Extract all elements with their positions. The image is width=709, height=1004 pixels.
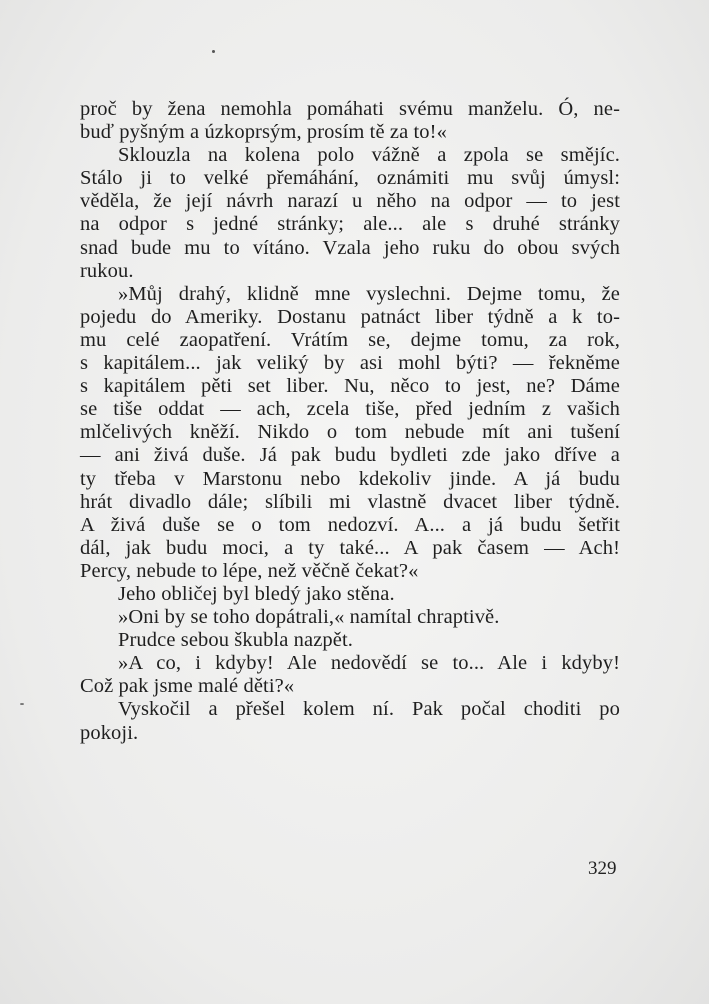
text-line: mlčelivých kněží. Nikdo o tom nebude mít ani tušení bbox=[80, 421, 620, 444]
text-line: Sklouzla na kolena polo vážně a zpola se smějíc. bbox=[118, 144, 620, 167]
text-line: se tiše oddat — ach, zcela tiše, před jedním z vašich bbox=[80, 398, 620, 421]
text-line: Prudce sebou škubla nazpět. bbox=[118, 629, 353, 652]
text-line: — ani živá duše. Já pak budu bydleti zde jako dříve a bbox=[80, 444, 620, 467]
body-text bbox=[80, 98, 620, 745]
paper-speck bbox=[20, 703, 24, 705]
text-line: Percy, nebude to lépe, než věčně čekat?« bbox=[80, 559, 419, 582]
text-line: »A co, i kdyby! Ale nedovědí se to... Ale i kdyby! bbox=[118, 652, 620, 675]
text-line: Vyskočil a přešel kolem ní. Pak počal choditi po bbox=[118, 698, 620, 721]
text-line: snad bude mu to vítáno. Vzala jeho ruku do obou svých bbox=[80, 236, 620, 259]
text-line: rukou. bbox=[80, 259, 134, 282]
text-line: pojedu do Ameriky. Dostanu patnáct liber týdně a k to- bbox=[80, 305, 620, 328]
text-line: na odpor s jedné stránky; ale... ale s druhé stránky bbox=[80, 213, 620, 236]
text-line: pokoji. bbox=[80, 721, 139, 744]
text-line: věděla, že její návrh narazí u něho na odpor — to jest bbox=[80, 190, 620, 213]
text-line: buď pyšným a úzkoprsým, prosím tě za to!« bbox=[80, 121, 447, 144]
text-line: s kapitálem... jak veliký by asi mohl býti? — řekněme bbox=[80, 352, 620, 375]
text-line: proč by žena nemohla pomáhati svému manželu. Ó, ne- bbox=[80, 98, 620, 120]
text-line: hrát divadlo dále; slíbili mi vlastně dvacet liber týdně. bbox=[80, 490, 620, 513]
page-number: 329 bbox=[588, 858, 617, 879]
text-line: Jeho obličej byl bledý jako stěna. bbox=[118, 582, 395, 605]
text-line: s kapitálem pěti set liber. Nu, něco to jest, ne? Dáme bbox=[80, 375, 620, 398]
text-line: Což pak jsme malé děti?« bbox=[80, 675, 295, 698]
text-line: Stálo ji to velké přemáhání, oznámiti mu svůj úmysl: bbox=[80, 167, 620, 190]
text-line: mu celé zaopatření. Vrátím se, dejme tomu, za rok, bbox=[80, 328, 620, 351]
paper-speck bbox=[212, 50, 215, 53]
text-line: dál, jak budu moci, a ty také... A pak časem — Ach! bbox=[80, 536, 620, 559]
text-line: A živá duše se o tom nedozví. A... a já budu šetřit bbox=[80, 513, 620, 536]
text-line: »Oni by se toho dopátrali,« namítal chraptivě. bbox=[118, 606, 500, 629]
text-line: ty třeba v Marstonu nebo kdekoliv jinde. A já budu bbox=[80, 467, 620, 490]
text-line: »Můj drahý, klidně mne vyslechni. Dejme tomu, že bbox=[118, 282, 620, 305]
